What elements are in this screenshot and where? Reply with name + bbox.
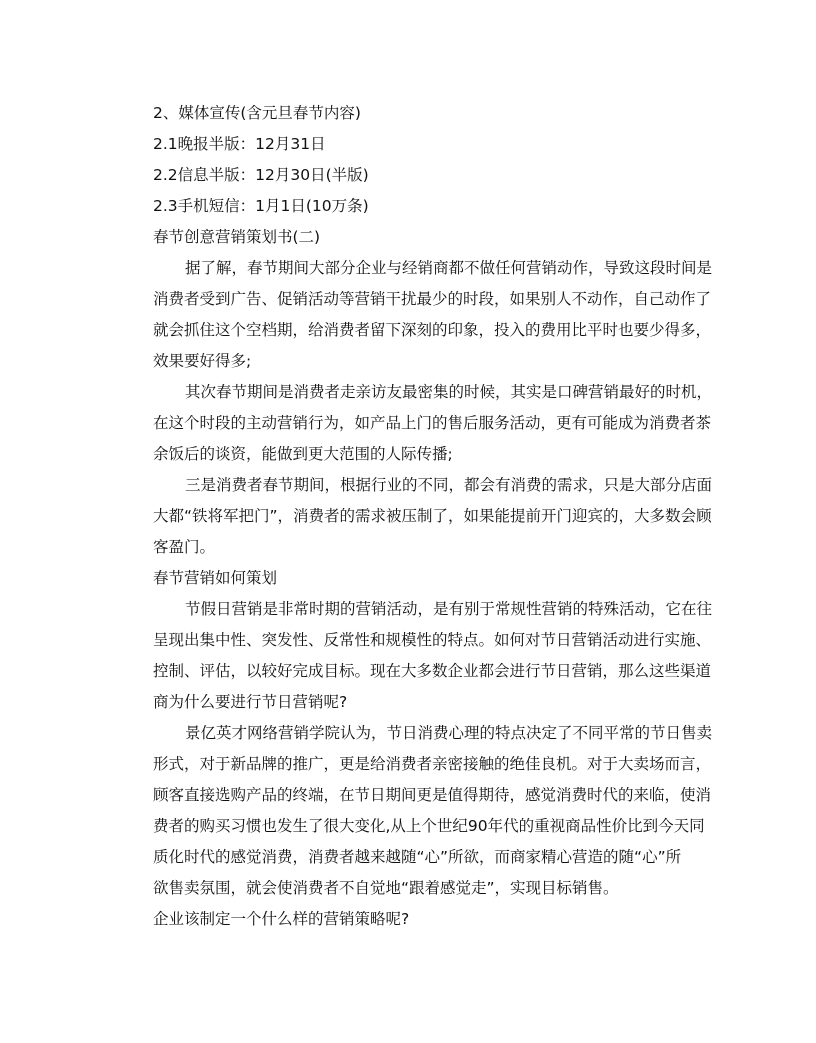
paragraph-line: 就会抓住这个空档期，给消费者留下深刻的印象，投入的费用比平时也要少得多， [153,321,712,339]
document-body [121,98,713,935]
closing-question: 企业该制定一个什么样的营销策略呢? [153,910,410,928]
paragraph-consumer-demand [121,470,713,563]
paragraph-line: 顾客直接选购产品的终端，在节日期间更是值得期待，感觉消费时代的来临，使消 [153,786,712,804]
paragraph-line: 消费者受到广告、促销活动等营销干扰最少的时段，如果别人不动作，自己动作了 [153,290,712,308]
paragraph-holiday-marketing [121,594,713,718]
paragraph-line: 在这个时段的主动营销行为，如产品上门的售后服务活动，更有可能成为消费者茶 [153,414,712,432]
paragraph-line: 节假日营销是非常时期的营销活动，是有别于常规性营销的特殊活动，它在往 [185,600,713,618]
paragraph-consumer-psychology [121,718,713,904]
paragraph-line: 呈现出集中性、突发性、反常性和规模性的特点。如何对节日营销活动进行实施、 [153,631,712,649]
paragraph-line: 据了解，春节期间大部分企业与经销商都不做任何营销动作，导致这段时间是 [185,259,713,277]
section-title-spring-festival-plan: 春节创意营销策划书(二) [153,228,321,246]
paragraph-line: 控制、评估，以较好完成目标。现在大多数企业都会进行节日营销，那么这些渠道 [153,662,712,680]
list-item-evening-paper: 2.1晚报半版：12月31日 [153,135,326,153]
paragraph-line: 三是消费者春节期间，根据行业的不同，都会有消费的需求，只是大部分店面 [185,476,713,494]
heading-media-promotion: 2、媒体宣传(含元旦春节内容) [153,104,361,122]
list-item-info-paper: 2.2信息半版：12月30日(半版) [153,166,369,184]
paragraph-line: 商为什么要进行节日营销呢? [153,693,348,711]
paragraph-line: 质化时代的感觉消费，消费者越来越随“心”所欲，而商家精心营造的随“心”所 [153,848,682,866]
paragraph-line: 欲售卖氛围，就会使消费者不自觉地“跟着感觉走”，实现目标销售。 [153,879,619,897]
paragraph-word-of-mouth [121,377,713,470]
paragraph-line: 余饭后的谈资，能做到更大范围的人际传播; [153,445,453,463]
paragraph-line: 景亿英才网络营销学院认为，节日消费心理的特点决定了不同平常的节日售卖 [185,724,713,742]
paragraph-line: 形式，对于新品牌的推广，更是给消费者亲密接触的绝佳良机。对于大卖场而言， [153,755,712,773]
section-title-how-to-plan: 春节营销如何策划 [153,569,278,587]
paragraph-line: 客盈门。 [153,538,216,556]
paragraph-spring-festival-window [121,253,713,377]
list-item-sms: 2.3手机短信：1月1日(10万条) [153,197,369,215]
paragraph-line: 其次春节期间是消费者走亲访友最密集的时候，其实是口碑营销最好的时机， [185,383,713,401]
paragraph-line: 大都“铁将军把门”，消费者的需求被压制了，如果能提前开门迎宾的，大多数会顾 [153,507,712,525]
paragraph-line: 效果要好得多; [153,352,252,370]
paragraph-line: 费者的购买习惯也发生了很大变化,从上个世纪90年代的重视商品性价比到今天同 [153,817,705,835]
